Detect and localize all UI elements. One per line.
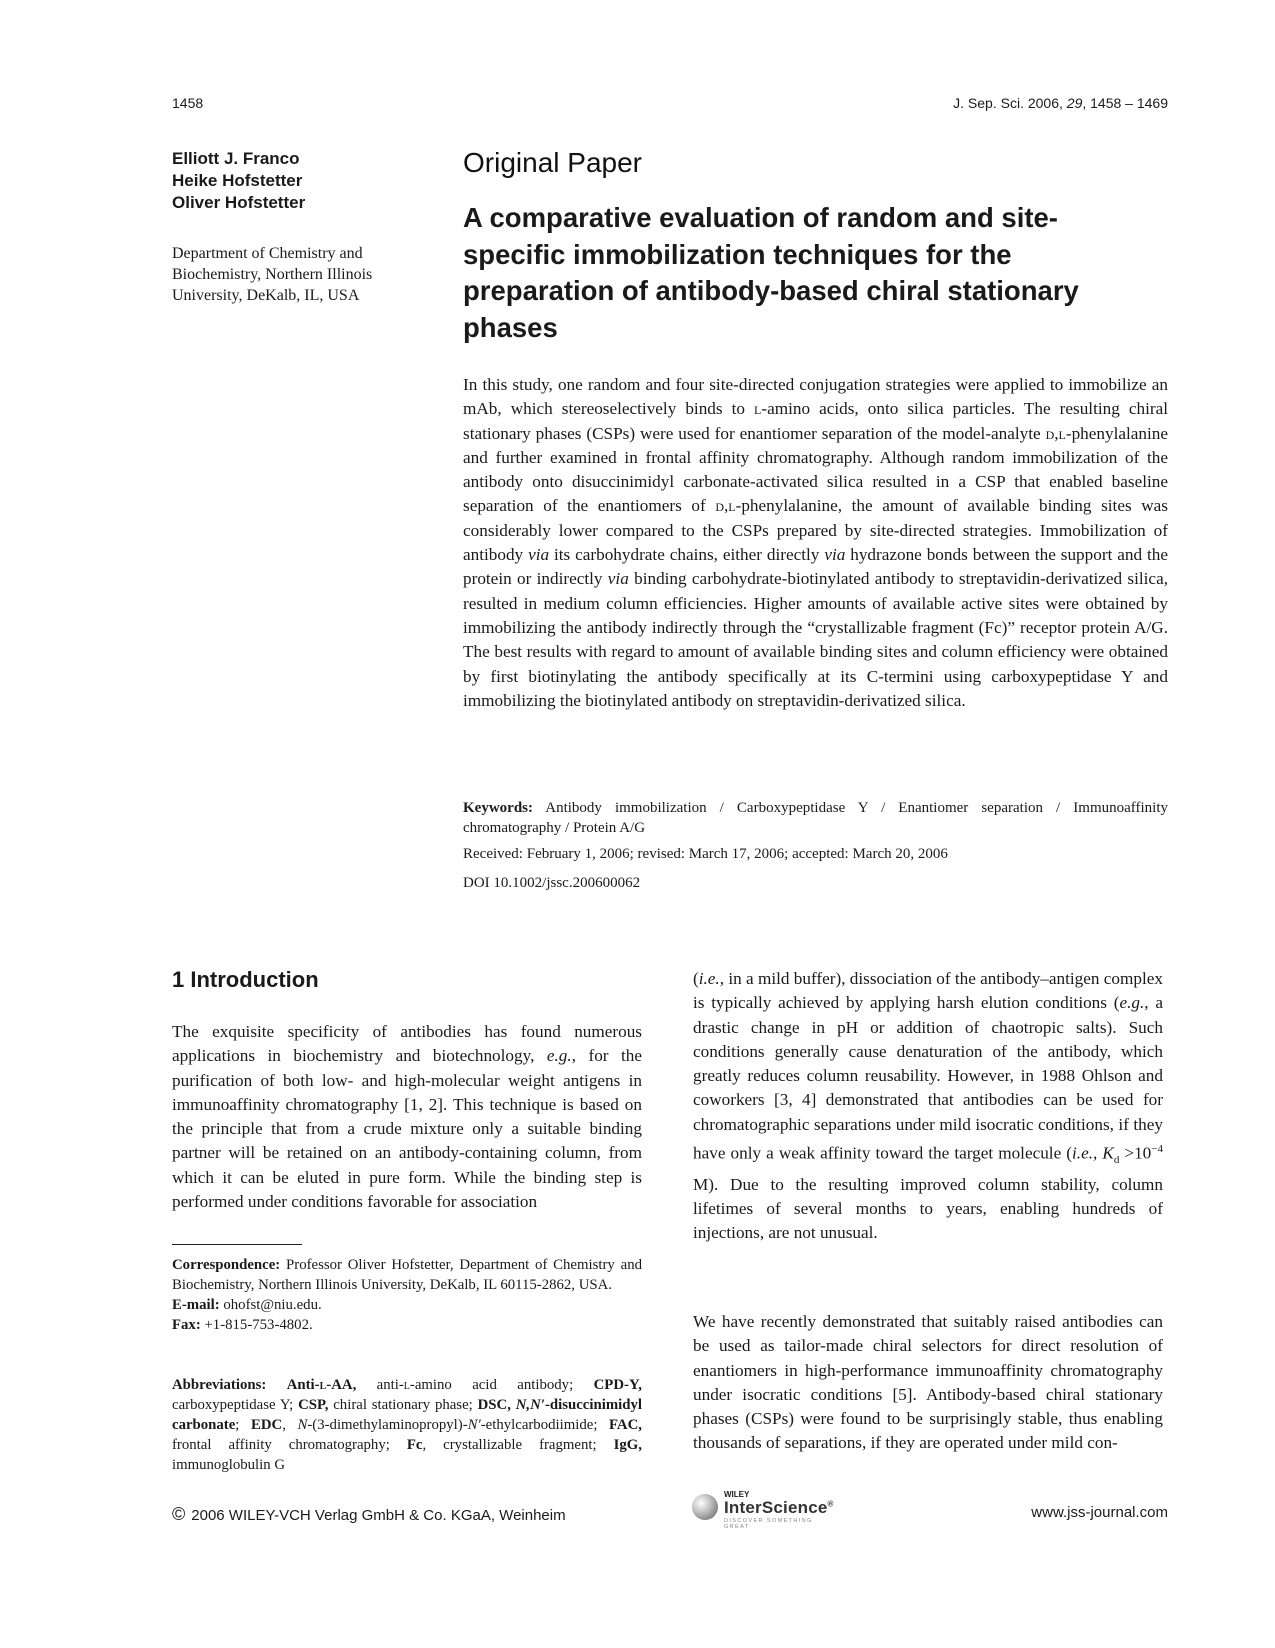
abbr-def: , crystallizable fragment;: [422, 1437, 614, 1453]
abstract-italic: via: [528, 545, 550, 565]
abstract: [463, 373, 1168, 713]
abstract-text: binding carbohydrate-biotinylated antibody to streptavidin-derivatized silica, resulted in medium column efficiencies. Higher amounts of available active sites were obtained by immobilizing the antibody indirectly through the “crystallizable fragment (Fc)” receptor protein A/G. The best results with regard to amount of available binding sites and column efficiency were obtained by first biotinylating the antibody specifically at its C-termini using carboxypeptidase Y and immobilizing the biotinylated antibody on streptavidin-derivatized silica.: [463, 569, 1168, 710]
keywords: [463, 798, 1168, 838]
abbr-term: CSP,: [298, 1397, 329, 1413]
body-text: (: [693, 969, 699, 988]
exponent: −4: [1151, 1143, 1163, 1156]
copyright-icon: ©: [172, 1504, 186, 1524]
logo-wiley-text: WILEY: [724, 1490, 750, 1499]
abstract-text: In this study, one random and four site-directed conjugation strategies were applied to immobilize an mAb, which stereoselectively binds to: [463, 375, 1168, 419]
body-italic: i.e.: [1072, 1143, 1093, 1163]
abbr-term: EDC: [250, 1417, 283, 1433]
globe-icon: [692, 1494, 718, 1520]
correspondence-label: Correspondence:: [172, 1257, 281, 1273]
abstract-text: -phenylalanine and further examined in frontal affinity chromatography. Although random immobilization of the antibody onto disuccinimidyl carbonate-activated silica resulted in a CSP that enabled baseline separation of the enantiomers of: [463, 423, 1168, 516]
wiley-interscience-logo[interactable]: [690, 1490, 840, 1530]
body-paragraph: [693, 967, 1163, 1245]
logo-tagline: DISCOVER SOMETHING GREAT: [724, 1518, 813, 1530]
stereo-prefix: d,l: [1045, 423, 1066, 443]
body-text: The exquisite specificity of antibodies has found numerous applications in biochemistry and biotechnology,: [172, 1022, 642, 1066]
paper-type-label: Original Paper: [463, 147, 642, 178]
journal-volume: 29: [1066, 95, 1083, 111]
body-paragraph: [172, 1020, 642, 1214]
abbr-def: chiral stationary phase;: [328, 1397, 478, 1413]
author-name: Elliott J. Franco: [172, 149, 300, 168]
abbr-def: N′: [467, 1417, 481, 1433]
abbr-def: ,: [282, 1417, 298, 1433]
body-italic: i.e.: [698, 969, 720, 988]
journal-pages: , 1458 – 1469: [1082, 95, 1168, 111]
email-label: E-mail:: [172, 1297, 220, 1313]
author-name: Oliver Hofstetter: [172, 193, 306, 212]
registered-mark: ®: [827, 1499, 834, 1509]
logo-interscience-text: [724, 1498, 834, 1518]
section-heading: 1 Introduction: [172, 967, 319, 992]
journal-citation: [953, 95, 1168, 111]
copyright-text: 2006 WILEY-VCH Verlag GmbH & Co. KGaA, Weinheim: [191, 1507, 566, 1524]
abbr-def: anti-: [356, 1377, 404, 1393]
fax-label: Fax:: [172, 1317, 201, 1333]
abbr-term: -disuccinimidyl carbonate: [172, 1397, 643, 1433]
abbr-def: immunoglobulin G: [172, 1457, 286, 1473]
author-list: [172, 148, 305, 214]
abbr-def: carboxypeptidase Y;: [172, 1397, 299, 1413]
abbr-def: -(3-dimethylaminopropyl)-: [307, 1417, 468, 1433]
abbr-def: l: [403, 1377, 410, 1393]
abbr-def: N: [297, 1417, 308, 1433]
correspondence-note: [172, 1255, 642, 1335]
keywords-text: Antibody immobilization / Carboxypeptidase Y / Enantiomer separation / Immunoaffinity chromatography / Protein A/G: [463, 800, 1168, 836]
abbr-term: -AA,: [326, 1377, 357, 1393]
copyright-notice: [172, 1504, 566, 1525]
body-paragraph: We have recently demonstrated that suitably raised antibodies can be used as tailor-made chiral selectors for direct resolution of enantiomers in high-performance immunoaffinity chromatography under isocratic conditions [5]. Antibody-based chiral stationary phases (CSPs) were found to be surprisingly stable, thus enabling thousands of separations, if they are operated under mild con-: [693, 1312, 1163, 1453]
abbr-term: IgG,: [613, 1437, 642, 1453]
abbr-term: l: [319, 1377, 327, 1393]
body-text: , in a mild buffer), dissociation of the antibody–antigen complex is typically achieved by applying harsh elution conditions (: [693, 969, 1163, 1013]
abbr-def: ;: [235, 1417, 251, 1433]
paper-title: A comparative evaluation of random and site-specific immobilization techniques for the preparation of antibody-based chiral stationary phases: [463, 202, 1079, 343]
affiliation: Department of Chemistry and Biochemistry, Northern Illinois University, DeKalb, IL, USA: [172, 245, 373, 304]
abstract-text: -amino acids, onto silica particles. The resulting chiral stationary phases (CSPs) were used for enantiomer separation of the model-analyte: [463, 399, 1168, 443]
page-number: 1458: [172, 95, 204, 111]
body-italic: e.g.: [546, 1046, 572, 1066]
abstract-italic: via: [824, 545, 846, 565]
body-text: M). Due to the resulting improved column stability, column lifetimes of several months to years, enabling hundreds of injections, are not unusual.: [693, 1174, 1163, 1243]
keywords-label: Keywords:: [463, 800, 533, 816]
abbreviations-label: Abbreviations:: [172, 1377, 267, 1393]
abbr-term: CPD-Y,: [593, 1377, 642, 1393]
logo-main-text: InterScience: [724, 1498, 828, 1517]
abbr-term: N,N′: [515, 1397, 545, 1413]
author-name: Heike Hofstetter: [172, 171, 303, 190]
abbr-term: DSC,: [477, 1397, 511, 1413]
fax-number: +1-815-753-4802.: [200, 1317, 313, 1333]
abbreviations-note: [172, 1375, 642, 1475]
abstract-text: its carbohydrate chains, either directly: [549, 545, 825, 565]
abstract-italic: via: [607, 569, 629, 589]
body-text: ,: [1093, 1143, 1103, 1163]
abbr-def: -amino acid antibody;: [409, 1377, 594, 1393]
body-text: , a drastic change in pH or addition of chaotropic salts). Such conditions generally cause denaturation of the antibody, which greatly reduces column reusability. However, in 1988 Ohlson and coworkers [3, 4] demonstrated that antibodies can be used for chromatographic separations under mild isocratic conditions, if they have only a weak affinity toward the target molecule (: [693, 993, 1163, 1163]
journal-website-link[interactable]: www.jss-journal.com: [1031, 1504, 1168, 1521]
abbr-def: frontal affinity chromatography;: [172, 1437, 407, 1453]
footnote-divider: [172, 1244, 302, 1245]
abbr-term: FAC,: [608, 1417, 642, 1433]
abbr-term: Fc: [406, 1437, 423, 1453]
subscript: d: [1113, 1154, 1120, 1167]
stereo-prefix: l: [754, 399, 762, 419]
doi: DOI 10.1002/jssc.200600062: [463, 875, 641, 891]
correspondence-text: Professor Oliver Hofstetter, Department of Chemistry and Biochemistry, Northern Illinois University, DeKalb, IL 60115-2862, USA.: [172, 1257, 642, 1293]
received-dates: Received: February 1, 2006; revised: March 17, 2006; accepted: March 20, 2006: [463, 846, 948, 862]
body-text: , for the purification of both low- and high-molecular weight antigens in immunoaffinity chromatography [1, 2]. This technique is based on the principle that from a crude mixture only a suitable binding partner will be retained on an antibody-containing column, from which it can be eluted in pure form. While the binding step is performed under conditions favorable for association: [172, 1046, 642, 1212]
email-address: ohofst@niu.edu.: [219, 1297, 322, 1313]
abstract-text: -phenylalanine, the amount of available binding sites was considerably lower compared to the CSPs prepared by site-directed strategies. Immobilization of antibody: [463, 496, 1168, 565]
abbr-def: -ethylcarbodiimide;: [480, 1417, 609, 1433]
body-italic: e.g.: [1119, 993, 1145, 1013]
body-text: >10: [1119, 1143, 1152, 1163]
abstract-text: hydrazone bonds between the support and the protein or indirectly: [463, 545, 1168, 589]
dissociation-constant: K: [1102, 1143, 1114, 1163]
journal-prefix: J. Sep. Sci. 2006,: [953, 95, 1063, 111]
stereo-prefix: d,l: [715, 496, 736, 516]
abbr-term: Anti-: [286, 1377, 320, 1393]
